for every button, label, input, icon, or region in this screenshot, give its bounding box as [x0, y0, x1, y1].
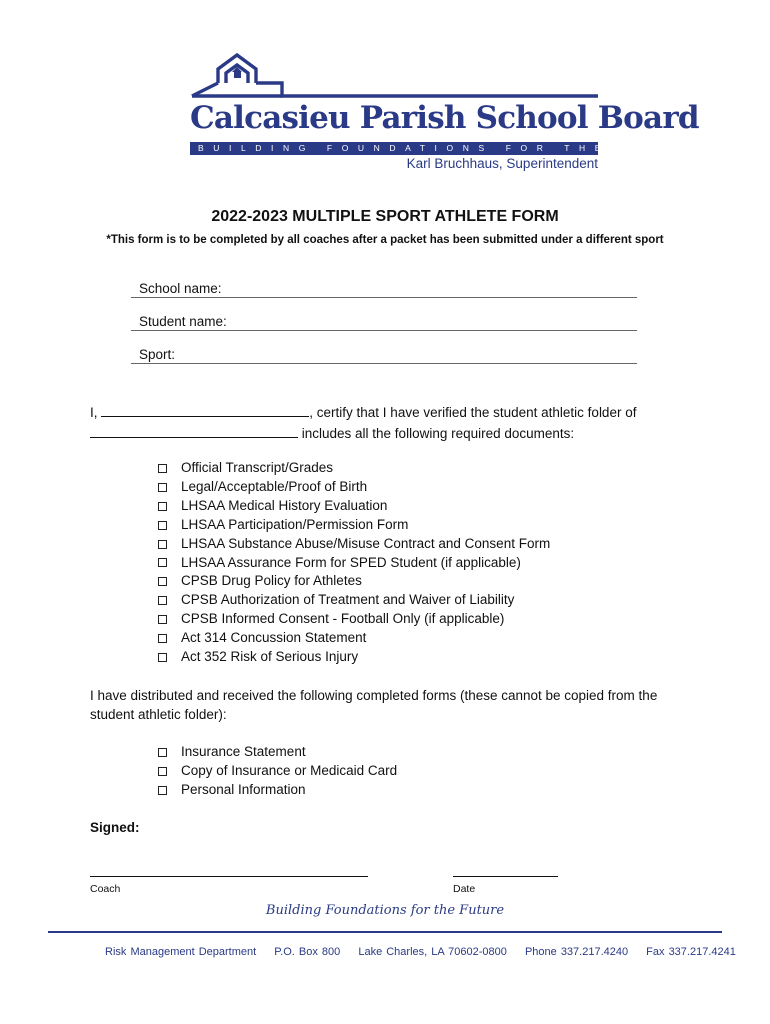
- list-item[interactable]: LHSAA Participation/Permission Form: [158, 516, 550, 535]
- checkbox[interactable]: [158, 596, 167, 605]
- checkbox[interactable]: [158, 502, 167, 511]
- checkbox[interactable]: [158, 540, 167, 549]
- footer-contact: [105, 946, 750, 958]
- checkbox[interactable]: [158, 748, 167, 757]
- footer-department: Risk Management Department: [105, 946, 257, 958]
- list-item[interactable]: LHSAA Medical History Evaluation: [158, 497, 550, 516]
- footer-fax: Fax 337.217.4241: [646, 946, 736, 958]
- distributed-intro: I have distributed and received the following completed forms (these cannot be copied from the student athletic folder):: [90, 688, 658, 722]
- cert-prefix: I,: [90, 405, 98, 420]
- checkbox[interactable]: [158, 577, 167, 586]
- list-item[interactable]: Act 314 Concussion Statement: [158, 629, 550, 648]
- footer-city: Lake Charles, LA 70602-0800: [358, 946, 507, 958]
- form-title: 2022-2023 MULTIPLE SPORT ATHLETE FORM: [211, 208, 559, 225]
- list-item[interactable]: Legal/Acceptable/Proof of Birth: [158, 478, 550, 497]
- list-item[interactable]: Copy of Insurance or Medicaid Card: [158, 762, 397, 781]
- distributed-forms-list: [158, 743, 397, 800]
- board-tagline: BUILDING FOUNDATIONS FOR THE FUTURE: [190, 142, 598, 155]
- footer-po-box: P.O. Box 800: [274, 946, 341, 958]
- sport-field[interactable]: [131, 347, 637, 364]
- list-item[interactable]: Insurance Statement: [158, 743, 397, 762]
- certification-line-2: [90, 424, 574, 441]
- checkbox[interactable]: [158, 558, 167, 567]
- checkbox[interactable]: [158, 483, 167, 492]
- signed-label: Signed:: [90, 820, 140, 835]
- coach-label: Coach: [90, 883, 121, 895]
- checkbox[interactable]: [158, 767, 167, 776]
- list-item[interactable]: Official Transcript/Grades: [158, 459, 550, 478]
- superintendent-name: Karl Bruchhaus, Superintendent: [406, 156, 598, 171]
- board-name: Calcasieu Parish School Board: [190, 100, 699, 136]
- certification-line-1: [90, 403, 636, 420]
- list-item[interactable]: CPSB Authorization of Treatment and Waiver of Liability: [158, 591, 550, 610]
- list-item[interactable]: LHSAA Substance Abuse/Misuse Contract and Consent Form: [158, 535, 550, 554]
- checkbox[interactable]: [158, 634, 167, 643]
- student-name-label: Student name:: [139, 314, 227, 329]
- list-item[interactable]: CPSB Drug Policy for Athletes: [158, 572, 550, 591]
- school-name-label: School name:: [139, 281, 222, 296]
- coach-name-blank[interactable]: [101, 403, 309, 417]
- student-name-field[interactable]: [131, 314, 637, 331]
- footer-tagline: Building Foundations for the Future: [265, 903, 505, 918]
- required-documents-list: [158, 459, 550, 667]
- schoolhouse-logo-icon: [190, 52, 600, 102]
- coach-signature-line[interactable]: [90, 876, 368, 877]
- checkbox[interactable]: [158, 786, 167, 795]
- form-subtitle: *This form is to be completed by all coaches after a packet has been submitted under a different sport: [106, 234, 664, 246]
- school-board-logo: [190, 52, 715, 177]
- checkbox[interactable]: [158, 615, 167, 624]
- footer-divider: [48, 931, 722, 933]
- list-item[interactable]: Act 352 Risk of Serious Injury: [158, 648, 550, 667]
- list-item[interactable]: Personal Information: [158, 781, 397, 800]
- student-name-blank[interactable]: [90, 424, 298, 438]
- list-item[interactable]: LHSAA Assurance Form for SPED Student (if applicable): [158, 554, 550, 573]
- date-label: Date: [453, 883, 476, 895]
- checkbox[interactable]: [158, 464, 167, 473]
- cert-middle: , certify that I have verified the student athletic folder of: [309, 405, 637, 420]
- list-item[interactable]: CPSB Informed Consent - Football Only (if applicable): [158, 610, 550, 629]
- footer-phone: Phone 337.217.4240: [524, 946, 629, 958]
- cert-suffix: includes all the following required documents:: [298, 426, 575, 441]
- date-signature-line[interactable]: [453, 876, 558, 877]
- checkbox[interactable]: [158, 653, 167, 662]
- school-name-field[interactable]: [131, 281, 637, 298]
- checkbox[interactable]: [158, 521, 167, 530]
- sport-label: Sport:: [139, 347, 176, 362]
